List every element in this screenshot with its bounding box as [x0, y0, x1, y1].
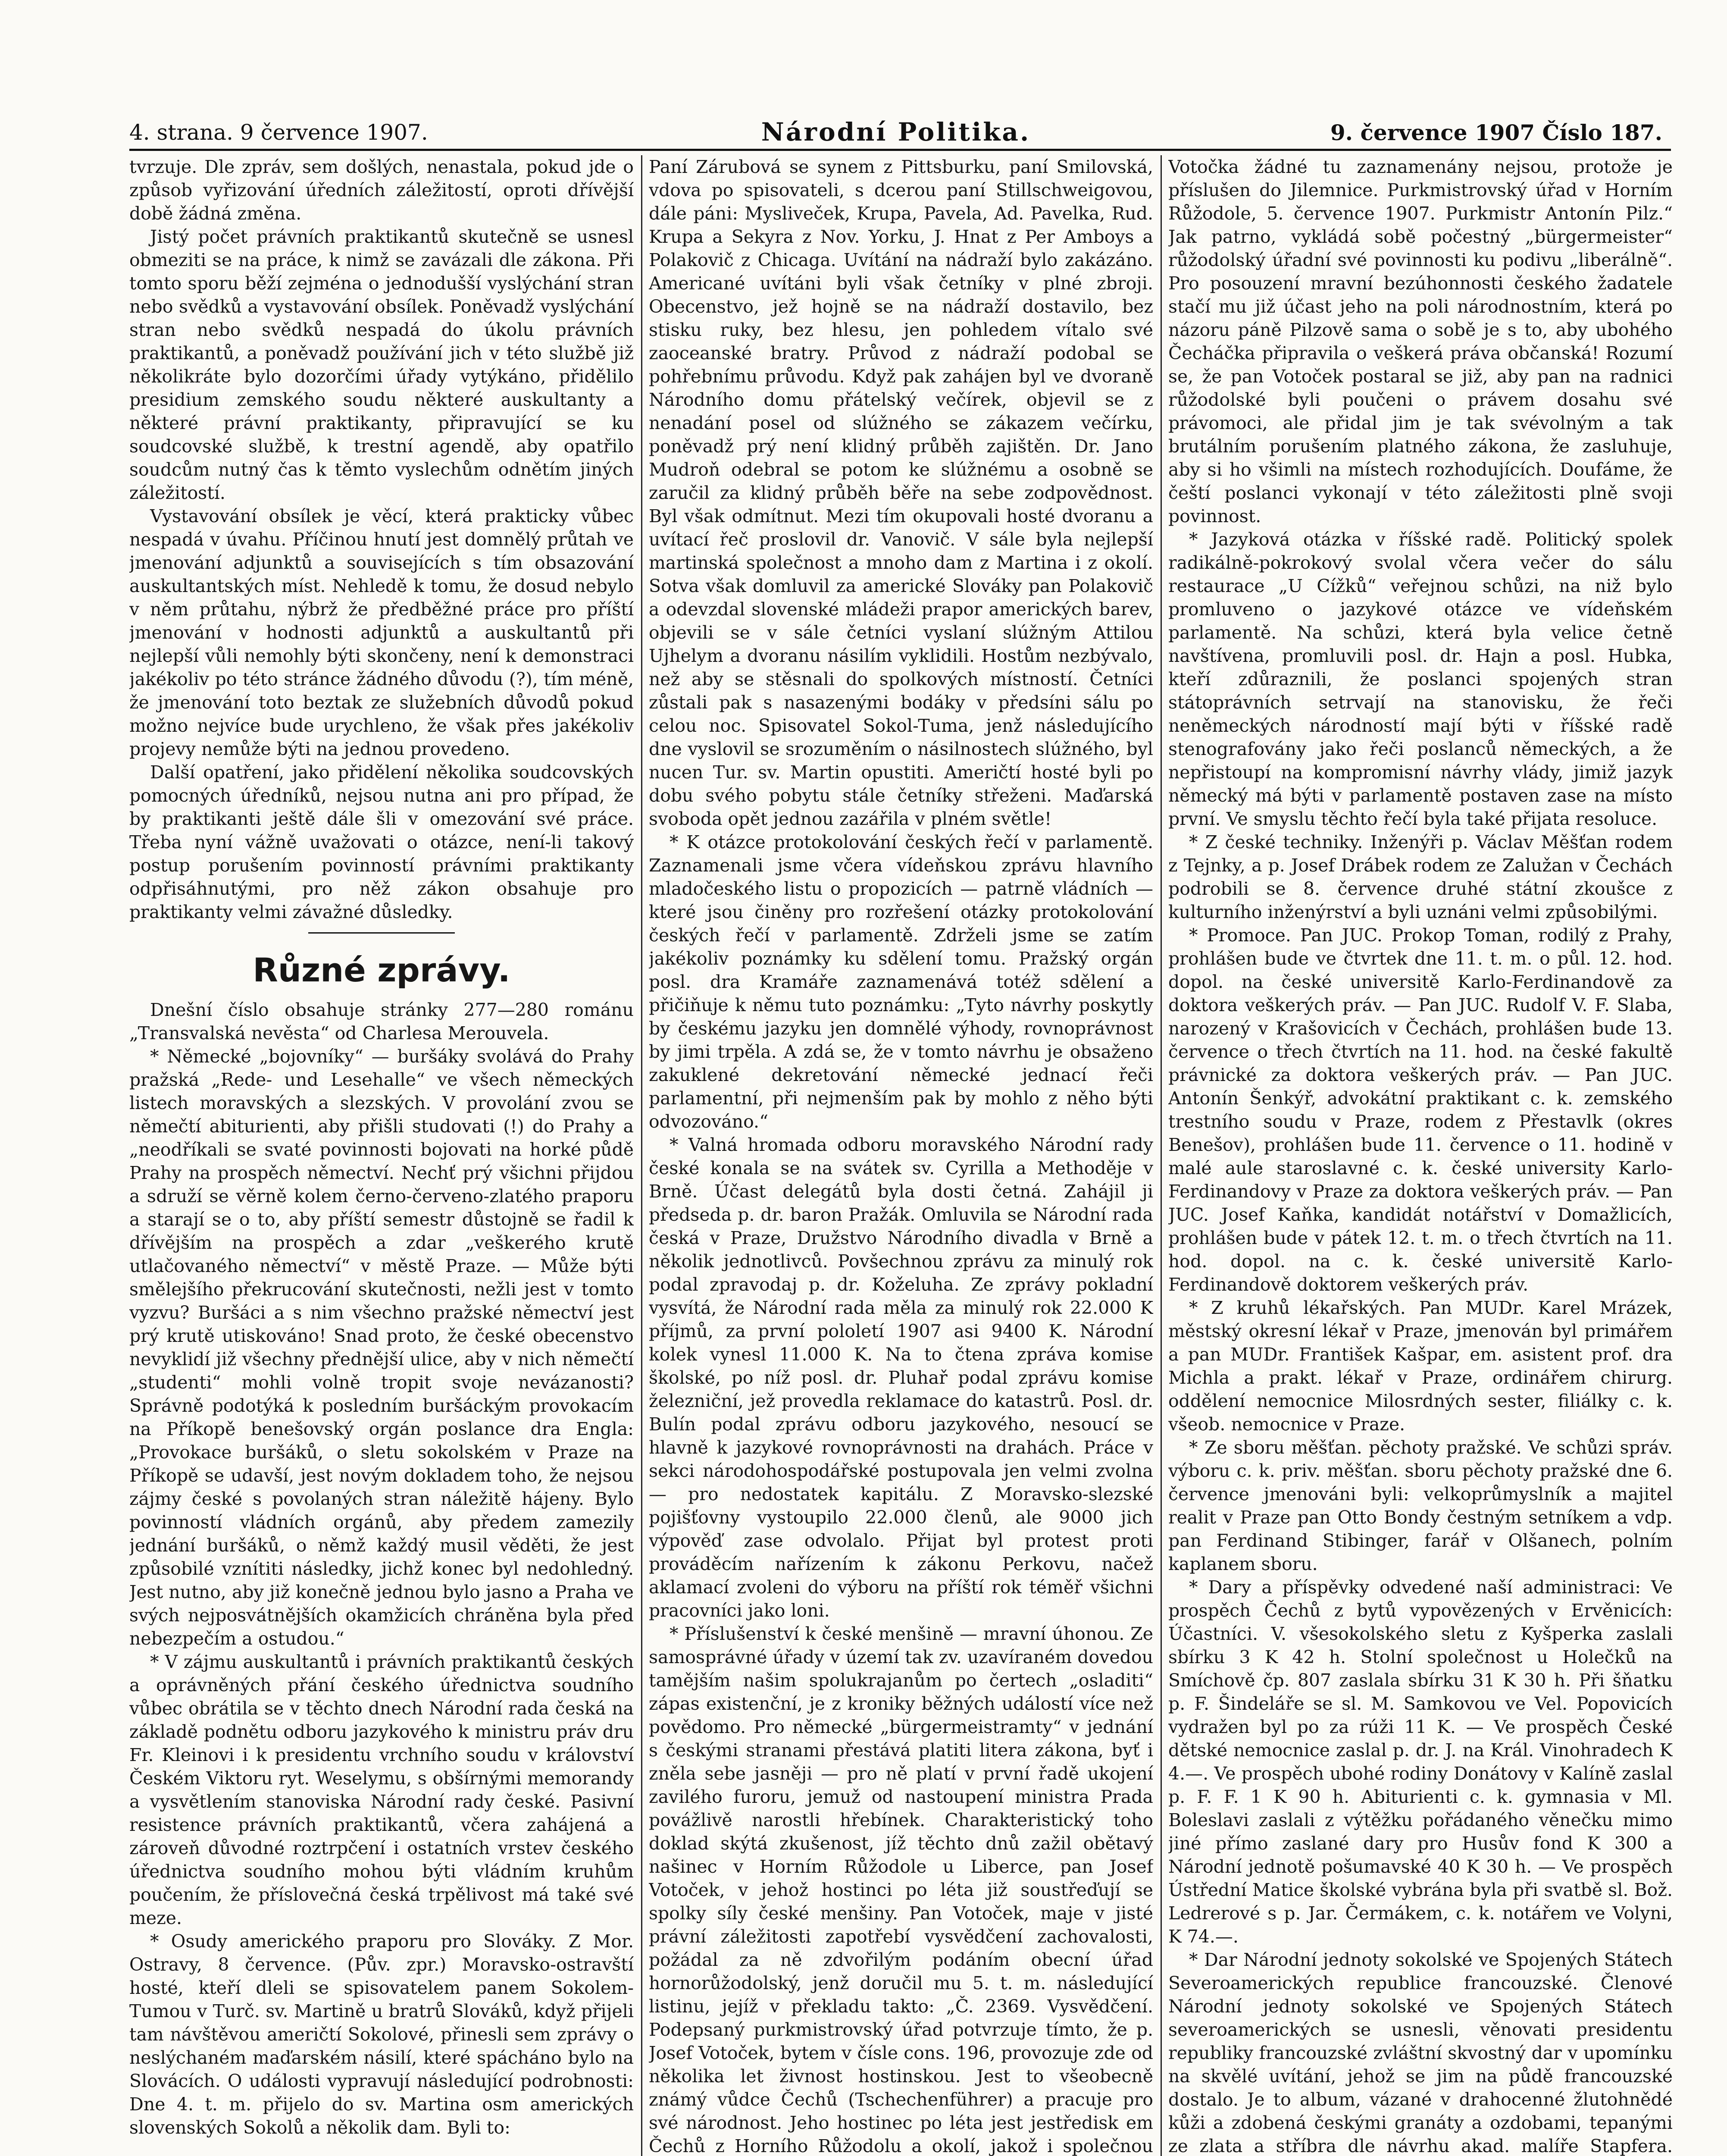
- article-paragraph: tvrzuje. Dle zpráv, sem došlých, nenastala, pokud jde o způsob vyřizování úředních záležitostí, oproti dřívější době žádná změna.: [129, 157, 634, 224]
- header-page-date: 4. strana. 9 července 1907.: [129, 120, 428, 145]
- news-item: * Příslušenství k české menšině — mravní úhonou. Ze samosprávné úřady v území tak zv. uzavíraném dovedou tamějším našim spolukrajanům po čertech „osladiti“ zápas existenční, je z kroniky běžných událostí více než povědomo. Pro německé „bürgermeistramty“ v jednání s českými stranami přestává platiti litera zákona, byť i zněla sebe jasněji — pro ně platí v první řadě ukojení zavilého furoru, jemuž od nastoupení ministra Prada povážlivě narostli hřebínek. Charakteristický toho doklad skýtá zkušenost, jíž těchto dnů zažil obětavý našinec v Horním Růžodole u Liberce, pan Josef Votoček, v jehož hostinci po léta již soustřeďují se spolky síly české menšiny. Pan Votoček, maje v jisté právní záležitosti zapotřebí vysvědčení zachovalosti, požádal za ně zdvořilým podáním obecní úřad hornorůžodolský, jenž doručil mu 5. t. m. následující listinu, jejíž v překladu takto: „Č. 2369. Vysvědčení. Podepsaný purkmistrovský úřad potvrzuje tímto, že p. Josef Votoček, bytem v čísle cons. 196, provozuje zde od několika let živnost hostinskou. Jest to všeobecně známý vůdce Čechů (Tschechenführer) a pracuje pro své národnost. Jeho hostinec po léta jest jestředisk em Čechů z Horního Růžodolu a okolí, jakož i společnou: [649, 1623, 1153, 2156]
- news-item: * Z české techniky. Inženýři p. Václav Měšťan rodem z Tejnky, a p. Josef Drábek rodem ze Zalužan v Čechách podrobili se 8. července druhé státní zkoušce z kulturního inženýrství a byli uznáni velmi způsobilými.: [1168, 832, 1673, 922]
- article-paragraph: Paní Zárubová se synem z Pittsburku, paní Smilovská, vdova po spisovateli, s dcerou paní Stillschweigovou, dále páni: Mysliveček, Krupa, Pavela, Ad. Pavelka, Rud. Krupa a Sekyra z Nov. Yorku, J. Hnat z Per Amboys a Polakovič z Chicaga. Uvítání na nádraží bylo zakázáno. Americané uvítáni byli však četníky v plné zbroji. Obecenstvo, jež hojně se na nádraží dostavilo, bez stisku ruky, bez hlesu, jen pohledem vítalo své zaoceanské bratry. Průvod z nádraží podobal se pohřebnímu průvodu. Když pak zahájen byl ve dvoraně Národního domu přátelský večírek, objevil se z nenadání posel od slúžného se zákazem večírku, poněvadž prý není klidný průběh zajištěn. Dr. Jano Mudroň odebral se potom ke slúžnému a osobně se zaručil za klidný průběh běře na sebe zodpovědnost. Byl však odmítnut. Mezi tím okupovali hosté dvoranu a uvítací řeč proslovil dr. Vanovič. V sále byla nejlepší martinská společnost a mnoho dam z Martina i z okolí. Sotva však domluvil za americké Slováky pan Polakovič a odevzdal slovenské mládeži prapor amerických barev, objevili se v sále četníci vyslaní slúžným Attilou Ujhelym a dvoranu násilím vyklidili. Hostům nezbývalo, než aby se stěsnali do spolkových místností. Četníci zůstali pak s nasazenými bodáky v předsíni sálu po celou noc. Spisovatel Sokol-Tuma, jenž následujícího dne vyslovil se srozuměním o násilnostech slúžného, byl nucen Tur. sv. Martin opustiti. Američtí hosté byli po dobu svého pobytu stále četníky střeženi. Maďarská svoboda opět jednou zazářila v plném světle!: [649, 157, 1153, 829]
- header-rule: [129, 149, 1671, 151]
- article-paragraph: Votočka žádné tu zaznamenány nejsou, protože je příslušen do Jilemnice. Purkmistrovský úřad v Horním Růžodole, 5. července 1907. Purkmistr Antonín Pilz.“ Jak patrno, vykládá sobě počestný „bürgermeister“ růžodolský úřadní své povinnosti ku podivu „liberálně“. Pro posouzení mravní bezúhonnosti českého žadatele stačí mu již účast jeho na poli národnostním, která po názoru páně Pilzově sama o sobě je s to, aby ubohého Čecháčka připravila o veškerá práva občanská! Rozumí se, že pan Votoček postaral se již, aby pan na radnici růžodolské byli poučeni o právem dosahu své právomoci, ale přidal jim je tak svévolným a tak brutálním porušením platného zákona, že zasluhuje, aby si ho všimli na místech rozhodujících. Doufáme, že čeští poslanci vykonají v této záležitosti plně svoji povinnost.: [1168, 157, 1673, 526]
- article-paragraph: Vystavování obsílek je věcí, která prakticky vůbec nespadá v úvahu. Příčinou hnutí jest domnělý průtah ve jmenování adjunktů a souvisejících s tím obsazování auskultantských míst. Nehledě k tomu, že dosud nebylo v něm průtahu, nýbrž že předběžné práce pro příští jmenování v hodnosti adjunktů a auskultantů při nejlepší vůli nemohly býti skončeny, není k demonstraci jakékoliv po této stránce žádného důvodu (?), tím méně, že jmenování toto beztak ze služebních důvodů pokud možno nejvíce bude urychleno, že však přes jakékoliv projevy nemůže býti na jednou provedeno.: [129, 506, 634, 759]
- page-header: [129, 117, 1662, 150]
- article-paragraph: Dnešní číslo obsahuje stránky 277—280 románu „Transvalská nevěsta“ od Charlesa Merouvela.: [129, 1000, 634, 1044]
- column-1: [129, 155, 634, 2156]
- column-divider: [1161, 155, 1162, 2156]
- news-item: * V zájmu auskultantů i právních praktikantů českých a oprávněných přání českého úřednictva soudního vůbec obrátila se v těchto dnech Národní rada česká na základě podnětu odboru jazykového k ministru práv dru Fr. Kleinovi i k presidentu vrchního soudu v království Českém Viktoru ryt. Weselymu, s obšírnými memorandy a vysvětlením stanoviska Národní rady české. Pasivní resistence právních praktikantů, včera zahájená a zároveň důvodné roztrpčení i ostatních vrstev českého úřednictva soudního mohou býti vládním kruhům poučením, že příslovečná česká trpělivost má také své meze.: [129, 1651, 634, 1928]
- news-item: * Valná hromada odboru moravského Národní rady české konala se na svátek sv. Cyrilla a Methoděje v Brně. Účast delegátů byla dosti četná. Zahájil ji předseda p. dr. baron Pražák. Omluvila se Národní rada česká v Praze, Družstvo Národního divadla v Brně a několik jednotlivců. Povšechnou zprávu za minulý rok podal zpravodaj p. dr. Koželuha. Ze zprávy pokladní vysvítá, že Národní rada měla za minulý rok 22.000 K příjmů, za první pololetí 1907 asi 9400 K. Národní kolek vynesl 11.000 K. Na to čtena zpráva komise školské, po níž posl. dr. Pluhař podal zprávu komise železniční, jež provedla reklamace do katastrů. Posl. dr. Bulín podal zprávu odboru jazykového, nesoucí se hlavně k jazykové rovnoprávnosti na drahách. Práce v sekci národohospodářské postupovala jen velmi zvolna — pro nedostatek kapitálu. Z Moravsko-slezské pojišťovny vystoupilo 22.000 členů, ale 9000 jich výpověď zase odvolalo. Přijat byl protest proti prováděcím nařízením k zákonu Perkovu, načež aklamací zvoleni do výboru na příští rok téměř všichni pracovníci jako loni.: [649, 1134, 1153, 1621]
- news-item: * K otázce protokolování českých řečí v parlamentě. Zaznamenali jsme včera vídeňskou zprávu hlavního mladočeského listu o propozicích — patrně vládních — které jsou činěny pro rozřešení otázky protokolování českých řečí v parlamentě. Zdrželi jsme se zatím jakékoliv poznámky ku sdělení tomu. Pražský orgán posl. dra Kramáře zaznamenává totéž sdělení a přičiňuje k němu tuto poznámku: „Tyto návrhy poskytly by českému jazyku jen domnělé výhody, rovnoprávnost by jimi trpěla. A zdá se, že v tomto návrhu je obsaženo zakuklené dekretování německé jednací řeči parlamentní, při nejmenším pak by mohlo z něho býti odvozováno.“: [649, 832, 1153, 1132]
- column-2: [649, 155, 1153, 2156]
- column-3: [1168, 155, 1673, 2156]
- news-item: * Osudy amerického praporu pro Slováky. Z Mor. Ostravy, 8 července. (Pův. zpr.) Moravsko-ostravští hosté, kteří dleli se spisovatelem panem Sokolem-Tumou v Turč. sv. Martině u bratrů Slováků, když přijeli tam návštěvou američtí Sokolové, přinesli sem zprávy o neslýchaném maďarském násilí, které spácháno bylo na Slovácích. O události vypravují následující podrobnosti: Dne 4. t. m. přijelo do sv. Martina osm amerických slovenských Sokolů a několik dam. Byli to:: [129, 1931, 634, 2138]
- section-title: Různé zprávy.: [253, 951, 510, 989]
- article-paragraph: Jistý počet právních praktikantů skutečně se usnesl obmeziti se na práce, k nimž se zavázali dle zákona. Při tomto sporu běží zejména o jednodušší vyslýchání stran nebo svědků a vystavování obsílek. Poněvadž vyslýchání stran nebo svědků nespadá do úkolu právních praktikantů, a poněvadž používání jich v této službě již několikráte bylo dozorčími úřady vytýkáno, přidělilo presidium zemského soudu některé auskultanty a některé právní praktikanty, připravující se ku soudcovské službě, k trestní agendě, aby opatřilo soudcům nutný čas k těmto vyslechům odnětím jiných záležitostí.: [129, 226, 634, 503]
- masthead-title: Národní Politika.: [761, 117, 1031, 147]
- news-item: * Dary a příspěvky odvedené naší administraci: Ve prospěch Čechů z bytů vypovězených v Ervěnicích: Účastníci. V. všesokolského sletu z Kyšperka zaslali sbírku 3 K 42 h. Stolní společnost u Holečků na Smíchově čp. 807 zaslala sbírku 31 K 30 h. Při šňatku p. F. Šindeláře se sl. M. Samkovou ve Vel. Popovicích vydražen byl po za rúži 11 K. — Ve prospěch České dětské nemocnice zaslal p. dr. J. na Král. Vinohradech K 4.—. Ve prospěch ubohé rodiny Donátovy v Kalíně zaslal p. F. F. 1 K 90 h. Abiturienti c. k. gymnasia v Ml. Boleslavi zaslali z výtěžku pořádaného věnečku mimo jiné přímo zaslané dary pro Husův fond K 300 a Národní jednotě pošumavské 40 K 30 h. — Ve prospěch Ústřední Matice školské vybrána byla při svatbě sl. Bož. Ledrerové s p. Jar. Čermákem, c. k. notářem ve Volyni, K 74.—.: [1168, 1577, 1673, 1947]
- header-issue-number: 9. července 1907 Číslo 187.: [1330, 120, 1662, 145]
- news-item: * Jazyková otázka v říšské radě. Politický spolek radikálně-pokrokový svolal včera večer do sálu restaurace „U Cížků“ veřejnou schůzi, na niž bylo promluveno o jazykové otázce ve vídeňském parlamentě. Na schůzi, která byla velice četně navštívena, promluvili posl. dr. Hajn a posl. Hubka, kteří zdůraznili, že poslanci spojených stran státoprávních setrvají na stanovisku, že řeči neněmeckých národností mají býti v říšské radě stenografovány jako řeči poslanců německých, a že nepřistoupí na kompromisní návrhy vlády, jimiž jazyk německý má býti v parlamentě postaven zase na místo první. Ve smyslu těchto řečí byla také přijata resoluce.: [1168, 529, 1673, 829]
- article-paragraph: Další opatření, jako přidělení několika soudcovských pomocných úředníků, nejsou nutna ani pro případ, že by praktikanti ještě dále šli v omezování své práce. Třeba nyní vážně uvažovati o otázce, není-li takový postup porušením povinností právními praktikanty odpřisáhnutými, pro něž zákon obsahuje pro praktikanty velmi závažné důsledky.: [129, 762, 634, 922]
- news-item: * Dar Národní jednoty sokolské ve Spojených Státech Severoamerických republice francouzské. Členové Národní jednoty sokolské ve Spojených Státech severoamerických se usnesli, věnovati presidentu republiky francouzské zvláštní skvostný dar v upomínku na skvělé uvítání, jehož se jim na půdě francouzské dostalo. Je to album, vázané v drahocenné žlutohnědé kůži a zdobená českými granáty a ozdobami, tepanými ze zlata a stříbra dle návrhu akad. malíře Stapfera.: [1168, 1949, 1673, 2156]
- news-item: * Německé „bojovníky“ — buršáky svolává do Prahy pražská „Rede- und Lesehalle“ ve všech německých listech moravských a slezských. V provolání zvou se němečtí abiturienti, aby přišli studovati (!) do Prahy a „neodříkali se svaté povinnosti bojovati na horké půdě Prahy na prospěch němectví. Nechť prý všichni přijdou a sdruží se věrně kolem černo-červeno-zlatého praporu a starají se o to, aby příští semestr důstojně se řadil k dřívějším na prospěch a zdar „veškerého krutě utlačovaného němectví“ v městě Praze. — Může býti smělejšího překrucování skutečnosti, nežli jest v tomto vyzvu? Buršáci a s nim všechno pražské němectví jest prý krutě utiskováno! Snad proto, že české obecenstvo nevyklidí již všechny přednější ulice, aby v nich němečtí „studenti“ mohli volně tropit svoje nevázanosti? Správně podotýká k posledním buršáckým provokacím na Příkopě benešovský orgán poslance dra Engla: „Provokace buršáků, o sletu sokolském v Praze na Příkopě se udavší, jest novým dokladem toho, že nejsou zájmy české s povolaných stran náležitě hájeny. Bylo povinností vládních orgánů, aby předem zamezily jednání buršáků, o němž každý musil věděti, že jest způsobilé vznítiti následky, jichž konec byl nedohledný. Jest nutno, aby již konečně jednou bylo jasno a Praha ve svých nejposvátnějších okamžicích chráněna byla před nebezpečím a ostudou.“: [129, 1046, 634, 1649]
- section-divider: [308, 932, 455, 934]
- news-item: * Ze sboru měšťan. pěchoty pražské. Ve schůzi správ. výboru c. k. priv. měšťan. sboru pěchoty pražské dne 6. července jmenováni byli: velkoprůmyslník a majitel realit v Praze pan Otto Bondy čestným setníkem a vdp. pan Ferdinand Stibinger, farář v Olšanech, polním kaplanem sboru.: [1168, 1437, 1673, 1574]
- news-item: * Z kruhů lékařských. Pan MUDr. Karel Mrázek, městský okresní lékař v Praze, jmenován byl primářem a pan MUDr. František Kašpar, em. asistent prof. dra Michla a prakt. lékař v Praze, ordinářem chirurg. oddělení nemocnice Milosrdných sester, filiálky c. k. všeob. nemocnice v Praze.: [1168, 1297, 1673, 1435]
- column-divider: [641, 155, 642, 2156]
- news-item: * Promoce. Pan JUC. Prokop Toman, rodilý z Prahy, prohlášen bude ve čtvrtek dne 11. t. m. o půl. 12. hod. dopol. na české universitě Karlo-Ferdinandově za doktora veškerých práv. — Pan JUC. Rudolf V. F. Slaba, narozený v Krašovicích v Čechách, prohlášen bude 13. července o třech čtvrtích na 11. hod. na české fakultě právnické za doktora veškerých práv. — Pan JUC. Antonín Šenkýř, advokátní praktikant c. k. zemského trestního soudu v Praze, rodem z Přestavlk (okres Benešov), prohlášen bude 11. července o 11. hodině v malé aule staroslavné c. k. české university Karlo-Ferdinandovy v Praze za doktora veškerých práv. — Pan JUC. Josef Kaňka, kandidát notářství v Domažlicích, prohlášen bude v pátek 12. t. m. o třech čtvrtích na 11. hod. dopol. na c. k. české universitě Karlo-Ferdinandově doktorem veškerých práv.: [1168, 925, 1673, 1295]
